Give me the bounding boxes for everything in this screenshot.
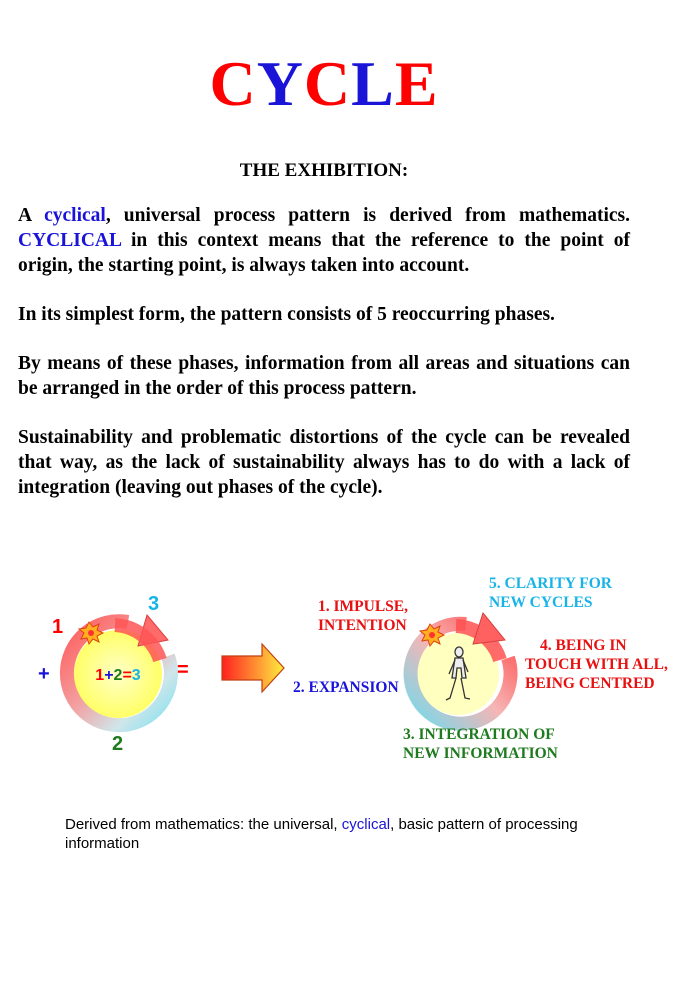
- title-letter-l: L: [351, 48, 395, 119]
- paragraph-3: By means of these phases, information from all areas and situations can be arranged in the order of this process pattern.: [18, 353, 630, 399]
- title-letter-y: Y: [256, 48, 304, 119]
- left-center-sum: 1+2=3: [95, 667, 141, 684]
- phase3-line2: NEW INFORMATION: [403, 745, 558, 762]
- phase1-line1: 1. IMPULSE,: [318, 598, 408, 615]
- left-label-plus: +: [38, 663, 50, 685]
- phase1-line2: INTENTION: [318, 617, 407, 634]
- paragraph-1: [18, 203, 630, 278]
- caption-text-a: Derived from mathematics: the universal,: [65, 816, 342, 833]
- left-label-3: 3: [148, 593, 160, 615]
- page-title: [0, 48, 648, 119]
- left-label-equals: =: [177, 659, 189, 681]
- title-letter-c2: C: [303, 48, 352, 119]
- p1-text-c: in this context means that the reference to the point of origin, the starting point, is always taken into account.: [18, 230, 630, 276]
- paragraph-4: Sustainability and problematic distortions of the cycle can be revealed that way, as the lack of sustainability always has to do with a lack of integration (leaving out phases of the cycle).: [18, 427, 630, 498]
- cycle-diagram: [0, 560, 695, 800]
- phase5-line2: NEW CYCLES: [489, 594, 593, 611]
- left-label-1: 1: [52, 616, 64, 638]
- p1-highlight-cyclical-caps: CYCLICAL: [18, 230, 121, 251]
- phase5-line1: 5. CLARITY FOR: [489, 575, 613, 592]
- right-cycle: [293, 575, 668, 762]
- left-cycle: [38, 593, 189, 755]
- section-heading: THE EXHIBITION:: [239, 160, 409, 181]
- diagram-caption: [65, 815, 645, 853]
- right-cycle-arrowhead: [473, 613, 505, 644]
- left-label-2: 2: [112, 733, 124, 755]
- caption-text-b: , basic pattern of processing information: [65, 816, 578, 852]
- paragraph-2: In its simplest form, the pattern consists of 5 reoccurring phases.: [18, 304, 555, 325]
- p1-text-b: , universal process pattern is derived from mathematics.: [105, 205, 630, 226]
- caption-highlight-cyclical: cyclical: [341, 816, 391, 833]
- body-text: [18, 203, 630, 524]
- phase4-line3: BEING CENTRED: [525, 675, 655, 692]
- phase2-line1: 2. EXPANSION: [293, 679, 399, 696]
- transition-arrow-icon: [222, 644, 284, 692]
- p1-text-a: A: [18, 205, 45, 226]
- title-letter-c1: C: [209, 48, 257, 119]
- phase4-line2: TOUCH WITH ALL,: [525, 656, 668, 673]
- p1-highlight-cyclical: cyclical: [44, 205, 106, 226]
- phase4-line1: 4. BEING IN: [540, 637, 627, 654]
- title-letter-e: E: [394, 48, 439, 119]
- phase3-line1: 3. INTEGRATION OF: [403, 726, 555, 743]
